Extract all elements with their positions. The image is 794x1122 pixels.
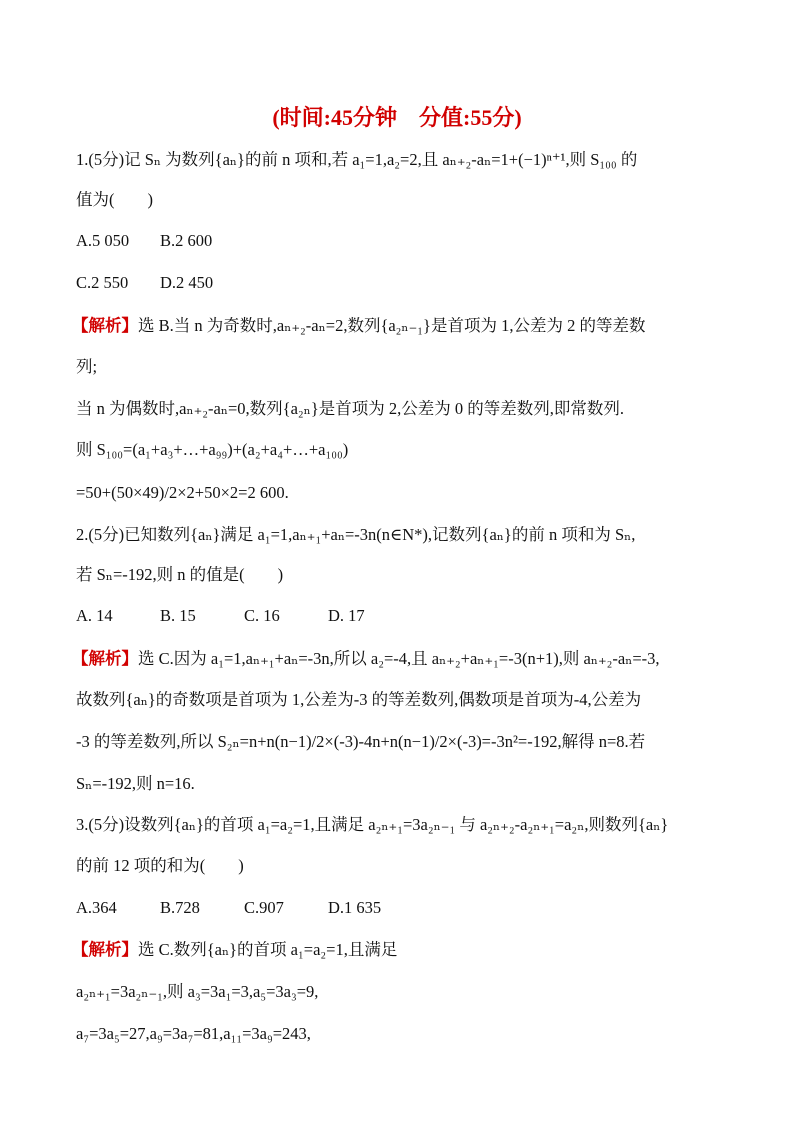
q1-stem-line-2: 值为( )	[76, 190, 153, 209]
q2-option-a: A. 14	[76, 606, 113, 625]
analysis-tag: 【解析】	[72, 940, 138, 959]
q2-analysis-line-2: 故数列{aₙ}的奇数项是首项为 1,公差为-3 的等差数列,偶数项是首项为-4,公差为	[76, 690, 642, 709]
q3-analysis-line-3: a₇=3a₅=27,a₉=3a₇=81,a₁₁=3a₉=243,	[76, 1024, 311, 1043]
q2-stem-line-1: 2.(5分)已知数列{aₙ}满足 a₁=1,aₙ₊₁+aₙ=-3n(n∈N*),记数列{aₙ}的前 n 项和为 Sₙ,	[76, 525, 636, 544]
q2-analysis-line-1	[72, 648, 718, 670]
q1-analysis-text: 选 B.当 n 为奇数时,aₙ₊₂-aₙ=2,数列{a₂ₙ₋₁}是首项为 1,公差为 2 的等差数	[138, 316, 646, 335]
page-title: (时间:45分钟 分值:55分)	[272, 105, 522, 130]
q1-options-row-1	[76, 230, 718, 252]
q1-analysis-line-4: 则 S₁₀₀=(a₁+a₃+…+a₉₉)+(a₂+a₄+…+a₁₀₀)	[76, 440, 349, 459]
q3-option-d: D.1 635	[328, 898, 382, 917]
q2-options-row	[76, 605, 718, 627]
q1-option-c: C.2 550	[76, 273, 129, 292]
q2-option-d: D. 17	[328, 606, 365, 625]
q1-option-b: B.2 600	[160, 231, 213, 250]
q2-analysis-line-3: -3 的等差数列,所以 S₂ₙ=n+n(n−1)/2×(-3)-4n+n(n−1)/2×(-3)=-3n²=-192,解得 n=8.若	[76, 732, 646, 751]
q3-analysis-line-2: a₂ₙ₊₁=3a₂ₙ₋₁,则 a₃=3a₁=3,a₅=3a₃=9,	[76, 982, 319, 1001]
q1-analysis-line-2: 列;	[76, 357, 98, 376]
q3-stem-line-2: 的前 12 项的和为( )	[76, 856, 244, 875]
q1-options-row-2	[76, 272, 718, 294]
analysis-tag: 【解析】	[72, 316, 138, 335]
analysis-tag: 【解析】	[72, 649, 138, 668]
q1-stem-line-1: 1.(5分)记 Sₙ 为数列{aₙ}的前 n 项和,若 a₁=1,a₂=2,且 aₙ₊₂-aₙ=1+(−1)ⁿ⁺¹,则 S₁₀₀ 的	[76, 150, 638, 169]
q3-option-c: C.907	[244, 898, 284, 917]
q1-analysis-line-3: 当 n 为偶数时,aₙ₊₂-aₙ=0,数列{a₂ₙ}是首项为 2,公差为 0 的等差数列,即常数列.	[76, 399, 624, 418]
q3-analysis-line-1	[72, 939, 718, 961]
q1-option-a: A.5 050	[76, 231, 130, 250]
q3-analysis-text: 选 C.数列{aₙ}的首项 a₁=a₂=1,且满足	[138, 940, 398, 959]
q3-stem-line-1: 3.(5分)设数列{aₙ}的首项 a₁=a₂=1,且满足 a₂ₙ₊₁=3a₂ₙ₋₁ 与 a₂ₙ₊₂-a₂ₙ₊₁=a₂ₙ,则数列{aₙ}	[76, 815, 669, 834]
q2-option-b: B. 15	[160, 606, 196, 625]
q3-option-b: B.728	[160, 898, 200, 917]
q3-options-row	[76, 897, 718, 919]
q2-stem-line-2: 若 Sₙ=-192,则 n 的值是( )	[76, 565, 284, 584]
q1-analysis-line-5: =50+(50×49)/2×2+50×2=2 600.	[76, 483, 289, 502]
q1-analysis-line-1	[72, 315, 718, 337]
q1-option-d: D.2 450	[160, 273, 214, 292]
q2-option-c: C. 16	[244, 606, 280, 625]
q3-option-a: A.364	[76, 898, 117, 917]
q2-analysis-text: 选 C.因为 a₁=1,aₙ₊₁+aₙ=-3n,所以 a₂=-4,且 aₙ₊₂+aₙ₊₁=-3(n+1),则 aₙ₊₂-aₙ=-3,	[138, 649, 660, 668]
q2-analysis-line-4: Sₙ=-192,则 n=16.	[76, 774, 195, 793]
